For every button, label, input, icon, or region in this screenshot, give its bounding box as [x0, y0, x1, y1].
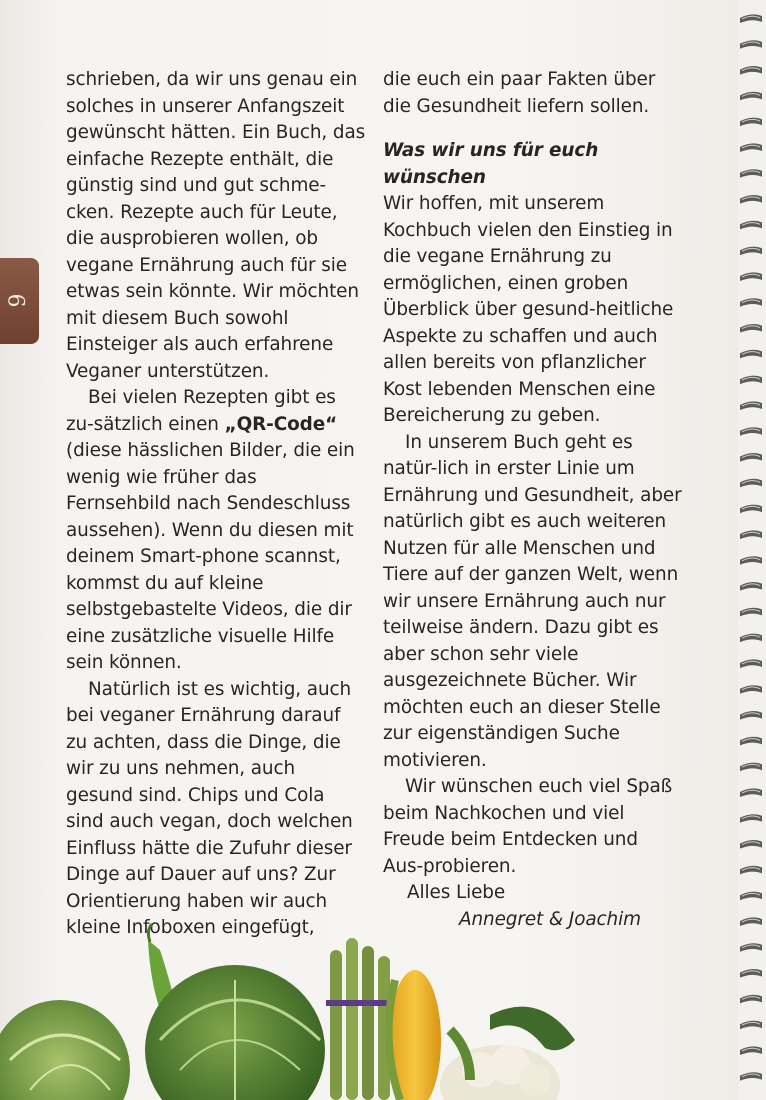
cabbage-icon: [0, 1000, 130, 1100]
right-column: [383, 67, 683, 933]
qr-paragraph-before: Bei vielen Rezepten gibt es zu-sätzlich einen: [66, 387, 336, 435]
page-number-tab: [0, 258, 39, 344]
left-column: [66, 67, 366, 942]
right-paragraph-3: Wir wünschen euch viel Spaß beim Nachkochen und viel Freude beim Entdecken und Aus-probieren.: [383, 776, 673, 877]
page-number: 6: [2, 293, 28, 308]
closing-line: Alles Liebe: [407, 882, 506, 903]
savoy-cabbage-icon: [145, 965, 325, 1100]
section-heading: Was wir uns für euch wünschen: [383, 140, 599, 188]
cucumber-icon: [490, 1007, 575, 1051]
right-paragraph-1: Wir hoffen, mit unserem Kochbuch vielen den Einstieg in die vegane Ernährung zu ermöglichen, einen groben Überblick über gesund-heitliche Aspekte zu schaffen und auch allen bereits von pflanzlicher Kost lebenden Menschen eine Bereicherung zu geben.: [383, 193, 674, 426]
right-intro: die euch ein paar Fakten über die Gesundheit liefern sollen.: [383, 69, 656, 117]
signature: Annegret & Joachim: [459, 908, 641, 930]
qr-code-term: „QR-Code“: [224, 413, 338, 435]
vegetables-illustration: [0, 920, 766, 1100]
qr-paragraph-after: (diese hässlichen Bilder, die ein wenig wie früher das Fernsehbild nach Sendeschluss aussehen). Wenn du diesen mit deinem Smart-phone scannst, kommst du auf kleine selbstgebastelte Videos, die dir eine zusätzliche visuelle Hilfe sein können.: [66, 440, 355, 673]
left-paragraph-2: [66, 385, 366, 677]
corn-icon: [389, 970, 441, 1100]
left-paragraph-3: Natürlich ist es wichtig, auch bei veganer Ernährung darauf zu achten, dass die Dinge, die wir zu uns nehmen, auch gesund sind. Chips und Cola sind auch vegan, doch welchen Einfluss hätte die Zufuhr dieser Dinge auf Dauer auf uns? Zur Orientierung haben wir auch kleine Infoboxen eingefügt,: [66, 678, 353, 938]
right-paragraph-2: In unserem Buch geht es natür-lich in erster Linie um Ernährung und Gesundheit, aber natürlich gibt es auch weiteren Nutzen für alle Menschen und Tiere auf der ganzen Welt, wenn wir unsere Ernährung auch nur teilweise ändern. Dazu gibt es aber schon sehr viele ausgezeichnete Bücher. Wir möchten euch an dieser Stelle zur eigenständigen Suche motivieren.: [383, 431, 682, 771]
left-paragraph-1: schrieben, da wir uns genau ein solches in unserer Anfangszeit gewünscht hätten. Ein Buch, das einfache Rezepte enthält, die günstig sind und gut schme-cken. Rezepte auch für Leute, die ausprobieren wollen, ob vegane Ernährung auch für sie etwas sein könnte. Wir möchten mit diesem Buch sowohl Einsteiger als auch erfahrene Veganer unterstützen.: [66, 69, 366, 382]
